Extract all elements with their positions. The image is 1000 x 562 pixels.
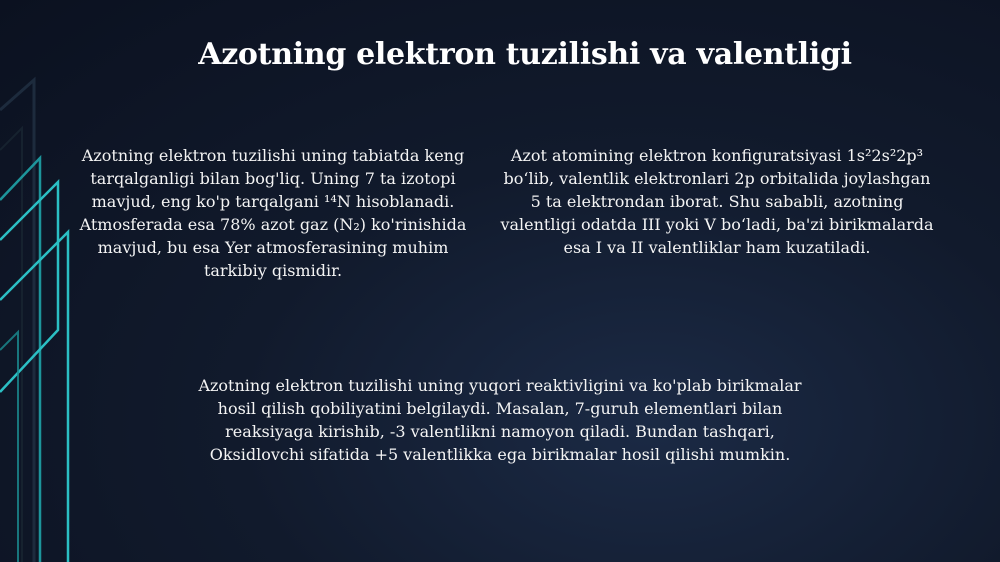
left-paragraph: Azotning elektron tuzilishi uning tabiatda keng tarqalganligi bilan bog'liq. Uning 7 ta izotopi mavjud, eng ko'p tarqalgani ¹⁴N hisoblanadi. Atmosferada esa 78% azot gaz (N₂) ko'rinishida mavjud, bu esa Yer atmosferasining muhim tarkibiy qismidir. — [79, 146, 467, 280]
slide-title: Azotning elektron tuzilishi va valentligi — [198, 37, 852, 72]
right-paragraph: Azot atomining elektron konfiguratsiyasi 1s²2s²2p³ bo‘lib, valentlik elektronlari 2p orbitalida joylashgan 5 ta elektrondan iborat. Shu sababli, azotning valentligi odatda III yoki V bo‘ladi, ba'zi birikmalarda esa I va II valentliklar ham kuzatiladi. — [500, 146, 934, 257]
bottom-paragraph: Azotning elektron tuzilishi uning yuqori reaktivligini va ko'plab birikmalar hosil qilish qobiliyatini belgilaydi. Masalan, 7-guruh elementlari bilan reaksiyaga kirishib, -3 valentlikni namoyon qiladi. Bundan tashqari, Oksidlovchi sifatida +5 valentlikka ega birikmalar hosil qilishi mumkin. — [198, 376, 802, 464]
